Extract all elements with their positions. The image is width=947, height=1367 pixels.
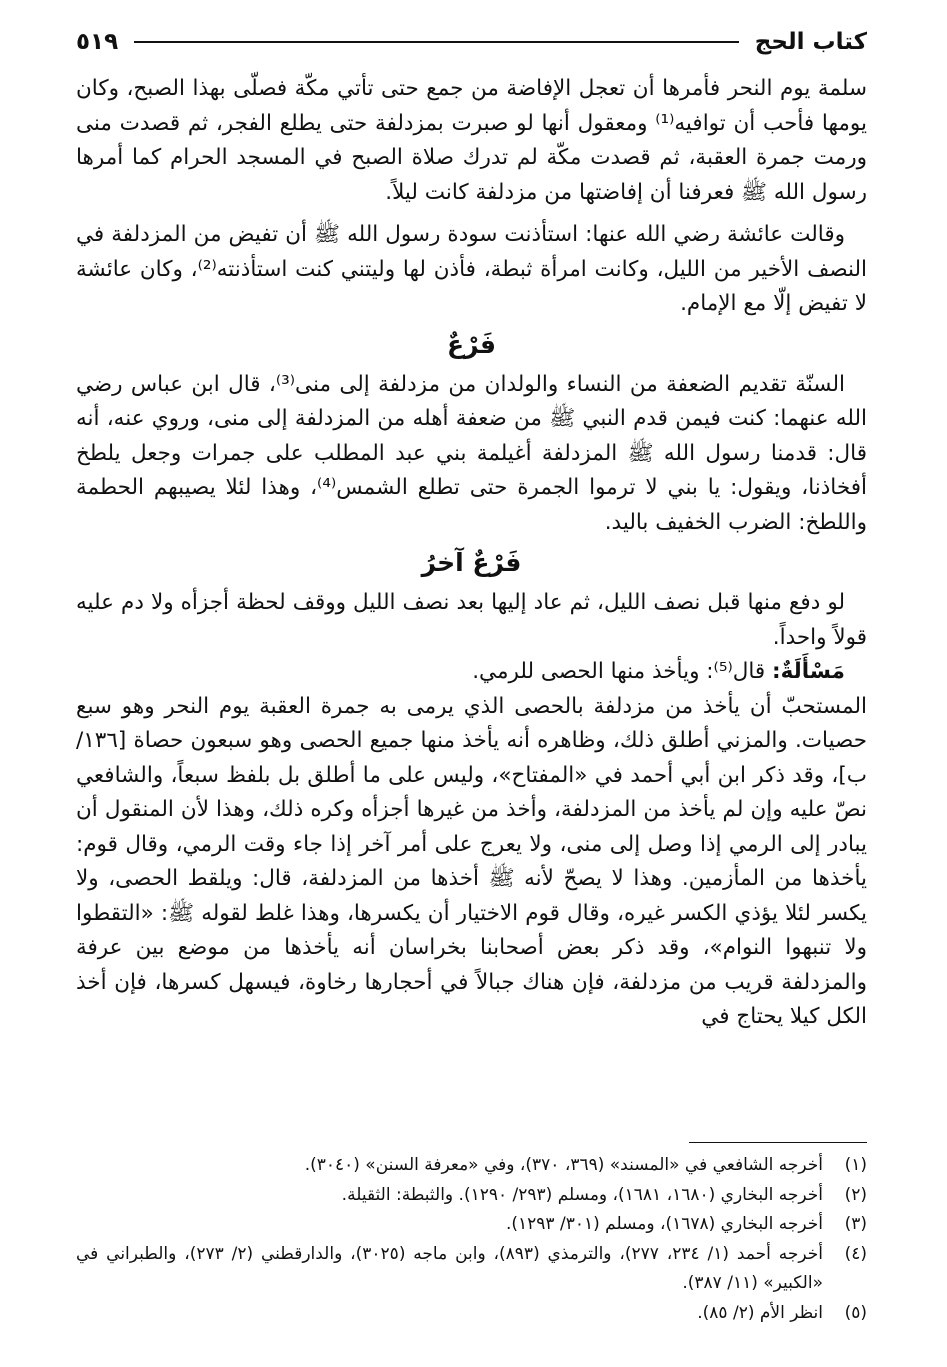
footnote-number: (٥) [844, 1302, 867, 1323]
paragraph-1: سلمة يوم النحر فأمرها أن تعجل الإفاضة من جمع حتى تأتي مكّة فصلّى بهذا الصبح، وكان يومها فأحب أن توافيه⁽¹⁾ ومعقول أنها لو صبرت بمزدلفة حتى يطلع الفجر، ثم قصدت منى ورمت جمرة العقبة، ثم قصدت مكّة لم تدرك صلاة الصبح في المسجد الحرام كما أمرها رسول الله ﷺ فعرفنا أن إفاضتها من مزدلفة كانت ليلاً. [76, 76, 868, 205]
paragraph-far1: السنّة تقديم الضعفة من النساء والولدان من مزدلفة إلى منى⁽³⁾، قال ابن عباس رضي الله عنهما: كنت فيمن قدم النبي ﷺ من ضعفة أهله من المزدلفة إلى منى، وروي عنه، أنه قال: قدمنا رسول الله ﷺ المزدلفة أغيلمة بني عبد المطلب على جمرات وجعل يلطخ أفخاذنا، ويقول: يا بني لا ترموا الجمرة حتى تطلع الشمس⁽⁴⁾، وهذا لئلا يصيبهم الحطمة واللطخ: الضرب الخفيف باليد. [76, 371, 867, 535]
footnote-number: (٤) [844, 1243, 867, 1264]
masala-text: قال⁽⁵⁾: ويأخذ منها الحصى للرمي. [472, 659, 766, 684]
paragraph-2: وقالت عائشة رضي الله عنها: استأذنت سودة رسول الله ﷺ أن تفيض من المزدلفة في النصف الأخير من الليل، وكانت امرأة ثبطة، فأذن لها وليتني كنت استأذنته⁽²⁾، وكان عائشة لا تفيض إلّا مع الإمام. [76, 222, 867, 316]
footnote-5 [76, 1299, 867, 1329]
footnote-text: أخرجه البخاري (١٦٨٠، ١٦٨١)، ومسلم (٢٩٣/ ١٢٩٠). والثبطة: الثقيلة. [341, 1184, 823, 1205]
footnote-3 [76, 1210, 867, 1240]
header-rule [134, 41, 739, 43]
masala-line [76, 655, 867, 690]
page-header [76, 22, 867, 62]
footnote-4 [76, 1240, 867, 1299]
footnote-2 [76, 1181, 867, 1211]
footnote-1 [76, 1151, 867, 1181]
footnote-text: أخرجه أحمد (١/ ٢٣٤، ٢٧٧)، والترمذي (٨٩٣)، وابن ماجه (٣٠٢٥)، والدارقطني (٢/ ٢٧٣)، والطبراني في «الكبير» (١١/ ٣٨٧). [76, 1243, 823, 1293]
footnote-separator [689, 1142, 867, 1143]
footnotes [76, 1151, 867, 1328]
paragraph-far2: لو دفع منها قبل نصف الليل، ثم عاد إليها بعد نصف الليل ووقف لحظة أجزأه ولا دم عليه قولاً واحداً. [76, 590, 867, 650]
section-heading-far2: فَرْعٌ آخرُ [421, 548, 522, 577]
footnote-text: أخرجه الشافعي في «المسند» (٣٦٩، ٣٧٠)، وفي «معرفة السنن» (٣٠٤٠). [304, 1155, 823, 1175]
section-heading-far1: فَرْعٌ [447, 329, 496, 359]
page-number: ٥١٩ [76, 29, 119, 55]
footnote-number: (٣) [844, 1214, 867, 1234]
chapter-title: كتاب الحج [754, 29, 867, 55]
footnote-number: (١) [844, 1155, 867, 1175]
footnote-text: أخرجه البخاري (١٦٧٨)، ومسلم (٣٠١/ ١٢٩٣). [505, 1214, 823, 1234]
main-text [76, 72, 867, 1035]
footnote-text: انظر الأم (٢/ ٨٥). [697, 1302, 823, 1323]
footnote-number: (٢) [844, 1184, 867, 1205]
masala-lead: مَسْأَلَةٌ: [772, 659, 845, 684]
paragraph-final: المستحبّ أن يأخذ من مزدلفة بالحصى الذي يرمى به جمرة العقبة يوم النحر وهو سبع حصيات. والمزني أطلق ذلك، وظاهره أنه يأخذ منها جميع الحصى وهو سبعون حصاة [١٣٦/ب]، وقد ذكر ابن أبي أحمد في «المفتاح»، وليس على ما أطلق بل بلفظ سبعاً، والشافعي نصّ عليه وإن لم يأخذ من المزدلفة، وأخذ من غيرها أجزأه وكره ذلك، وهذا لأن المنقول أن يبادر إلى الرمي إذا وصل إلى منى، ولا يعرج على أمر آخر إذا جاء وقت الرمي، وقال قوم: يأخذها من المأزمين. وهذا لا يصحّ لأنه ﷺ أخذها من المزدلفة، قال: ويلقط الحصى، ولا يكسر لئلا يؤذي الكسر غيره، وقال قوم الاختيار أن يكسرها، وهذا غلط لقوله ﷺ: «التقطوا ولا تنبهوا النوام»، وقد ذكر بعض أصحابنا بخراسان أنه يأخذها من موضع بين عرفة والمزدلفة قريب من مزدلفة، فإن هناك جبالاً في أحجارها رخاوة، فيسهل كسرها، فإن أخذ الكل كيلا يحتاج في [76, 693, 867, 1029]
